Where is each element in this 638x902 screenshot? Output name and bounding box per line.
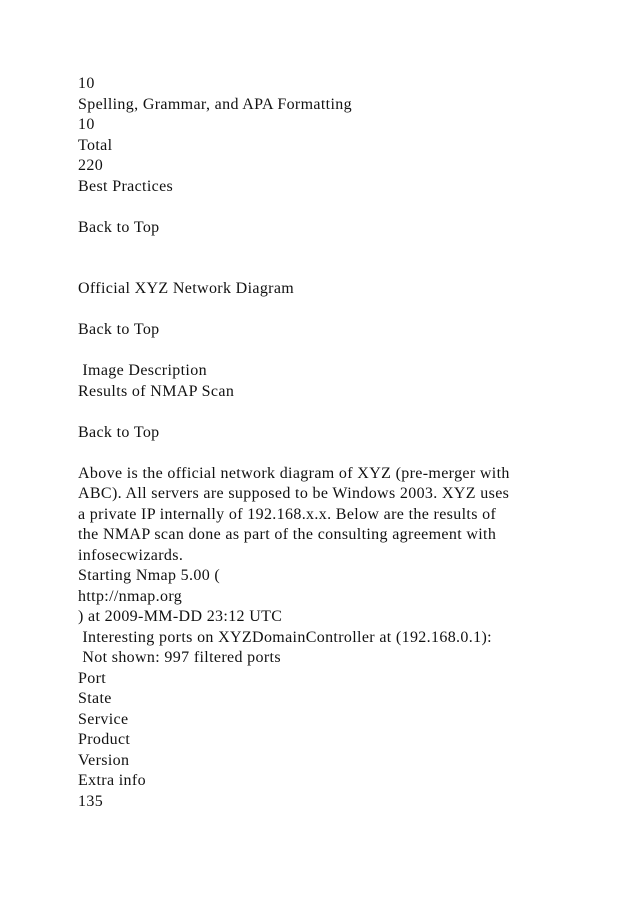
nmap-output-line: Starting Nmap 5.00 ( [78,567,221,584]
total-label: Total [78,136,113,154]
spacer [78,402,578,423]
section-heading-best-practices: Best Practices [78,177,174,195]
rubric-criterion: Spelling, Grammar, and APA Formatting [78,95,352,113]
spacer [78,443,578,464]
table-header-extra-info: Extra info [78,772,146,789]
nmap-output-line: Not shown: 997 filtered ports [78,649,281,666]
total-value: 220 [78,157,104,174]
nmap-output-line: Interesting ports on XYZDomainController at (192.168.0.1): [78,628,492,646]
table-header-product: Product [78,731,131,748]
spacer [78,197,578,218]
table-header-state: State [78,690,112,707]
nmap-output-line: ) at 2009-MM-DD 23:12 UTC [78,608,283,625]
back-to-top-link[interactable]: Back to Top [78,321,160,338]
score-value: 10 [78,116,95,133]
back-to-top-link[interactable]: Back to Top [78,218,160,236]
paragraph-line: Above is the official network diagram of XYZ (pre-merger with [78,464,510,482]
table-header-port: Port [78,669,107,687]
paragraph-line: the NMAP scan done as part of the consulting agreement with [78,526,497,543]
section-heading-network-diagram: Official XYZ Network Diagram [78,280,295,297]
paragraph-line: ABC). All servers are supposed to be Windows 2003. XYZ uses [78,485,510,502]
paragraph-line: infosecwizards. [78,546,184,564]
table-cell-port: 135 [78,792,104,810]
spacer [78,341,578,362]
score-value: 10 [78,75,95,92]
spacer [78,300,578,321]
table-header-version: Version [78,751,130,769]
table-header-service: Service [78,710,129,728]
paragraph-line: a private IP internally of 192.168.x.x. Below are the results of [78,505,497,523]
back-to-top-link[interactable]: Back to Top [78,423,160,441]
nmap-url-link[interactable]: http://nmap.org [78,587,183,605]
spacer [78,238,578,279]
section-heading-nmap-results: Results of NMAP Scan [78,382,235,400]
image-description-label: Image Description [78,362,207,379]
document-page [78,74,578,812]
